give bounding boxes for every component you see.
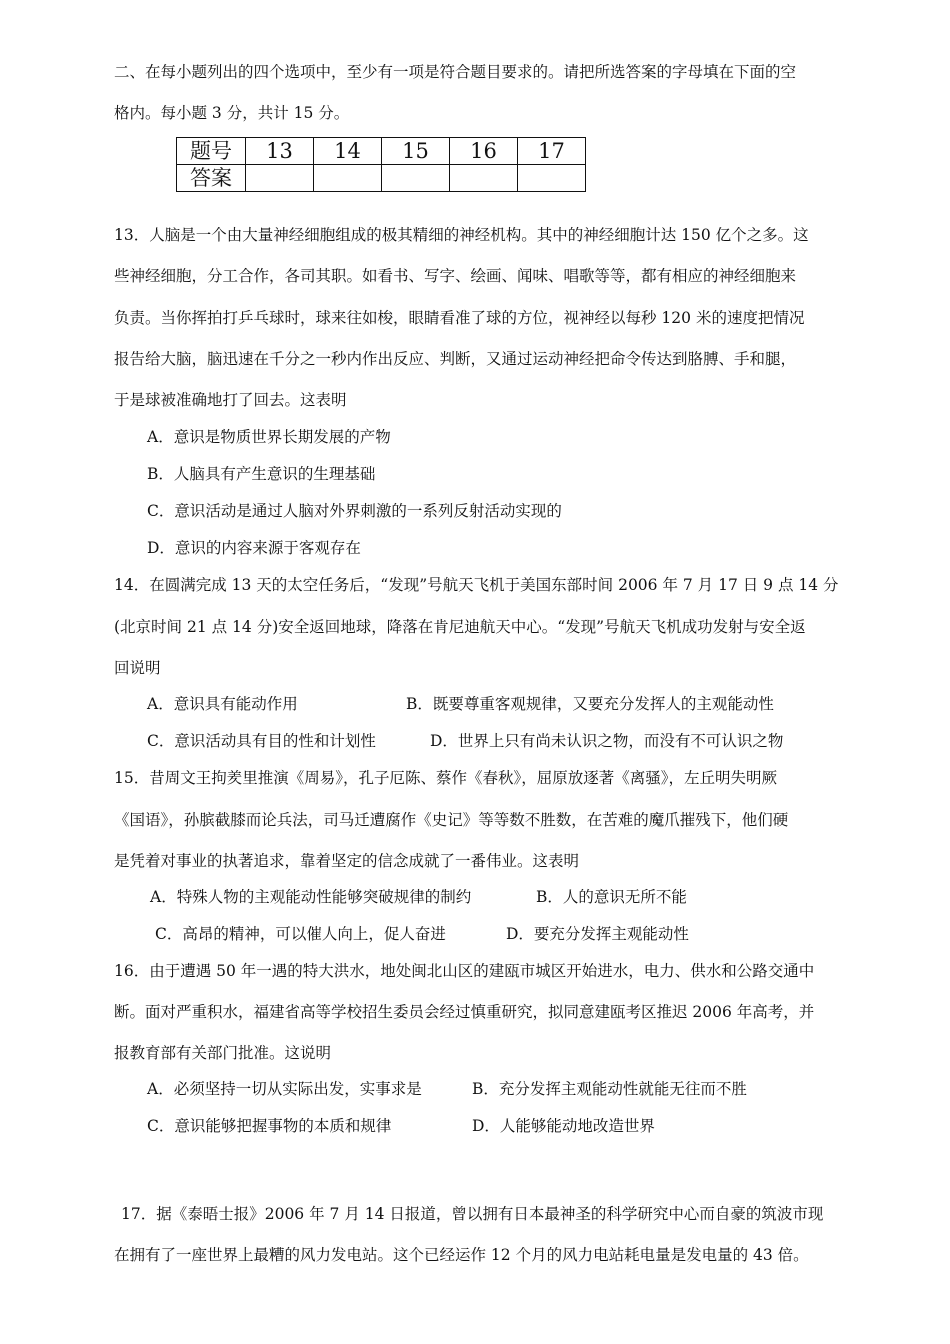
table-header-answer: 答案 xyxy=(177,165,246,192)
answer-cell[interactable] xyxy=(518,165,586,192)
q16-option-a: A．必须坚持一切从实际出发，实事求是 xyxy=(147,1080,422,1098)
answer-cell[interactable] xyxy=(382,165,450,192)
q15-stem-line: 15．昔周文王拘羑里推演《周易》，孔子厄陈、蔡作《春秋》，屈原放逐著《离骚》，左丘明失明厥 xyxy=(114,769,777,787)
answer-table xyxy=(176,137,586,192)
q13-stem-line: 些神经细胞，分工合作，各司其职。如看书、写字、绘画、闻味、唱歌等等，都有相应的神经细胞来 xyxy=(114,267,797,285)
q15-option-b: B．人的意识无所不能 xyxy=(536,888,687,906)
answer-cell[interactable] xyxy=(314,165,382,192)
q13-stem-line: 于是球被准确地打了回去。这表明 xyxy=(114,391,347,409)
q14-option-c: C．意识活动具有目的性和计划性 xyxy=(147,732,376,750)
q15-stem-line: 《国语》，孙膑截膝而论兵法，司马迁遭腐作《史记》等等数不胜数，在苦难的魔爪摧残下，他们硬 xyxy=(114,811,789,829)
table-row xyxy=(177,165,586,192)
q13-stem-line: 13．人脑是一个由大量神经细胞组成的极其精细的神经机构。其中的神经细胞计达 150 亿个之多。这 xyxy=(114,226,809,244)
answer-cell[interactable] xyxy=(450,165,518,192)
q13-option-d: D．意识的内容来源于客观存在 xyxy=(147,539,361,557)
q16-option-d: D．人能够能动地改造世界 xyxy=(472,1117,655,1135)
question-number-cell: 14 xyxy=(314,138,382,165)
question-number-cell: 15 xyxy=(382,138,450,165)
table-row xyxy=(177,138,586,165)
q14-stem-line: 回说明 xyxy=(114,659,161,677)
section-instruction-line-2: 格内。每小题 3 分，共计 15 分。 xyxy=(114,104,350,122)
table-header-question-number: 题号 xyxy=(177,138,246,165)
q15-option-c: C．高昂的精神，可以催人向上，促人奋进 xyxy=(155,925,446,943)
q13-stem-line: 报告给大脑，脑迅速在千分之一秒内作出反应、判断，又通过运动神经把命令传达到胳膊、手和腿， xyxy=(114,350,797,368)
q14-stem-line: (北京时间 21 点 14 分)安全返回地球，降落在肯尼迪航天中心。“发现”号航天飞机成功发射与安全返 xyxy=(114,618,806,636)
q17-stem-line: 在拥有了一座世界上最糟的风力发电站。这个已经运作 12 个月的风力电站耗电量是发电量的 43 倍。 xyxy=(114,1246,809,1264)
question-number-cell: 16 xyxy=(450,138,518,165)
q14-option-b: B．既要尊重客观规律，又要充分发挥人的主观能动性 xyxy=(406,695,774,713)
q16-option-c: C．意识能够把握事物的本质和规律 xyxy=(147,1117,392,1135)
q15-stem-line: 是凭着对事业的执著追求，靠着坚定的信念成就了一番伟业。这表明 xyxy=(114,852,580,870)
question-number-cell: 13 xyxy=(246,138,314,165)
q13-stem-line: 负责。当你挥拍打乒乓球时，球来往如梭，眼睛看准了球的方位，视神经以每秒 120 米的速度把情况 xyxy=(114,309,805,327)
q13-option-c: C．意识活动是通过人脑对外界刺激的一系列反射活动实现的 xyxy=(147,502,562,520)
q15-option-a: A．特殊人物的主观能动性能够突破规律的制约 xyxy=(150,888,472,906)
q15-option-d: D．要充分发挥主观能动性 xyxy=(506,925,689,943)
question-number-cell: 17 xyxy=(518,138,586,165)
q16-option-b: B．充分发挥主观能动性就能无往而不胜 xyxy=(472,1080,747,1098)
q17-stem-line: 17．据《泰晤士报》2006 年 7 月 14 日报道，曾以拥有日本最神圣的科学研究中心而自豪的筑波市现 xyxy=(121,1205,824,1223)
q13-option-a: A．意识是物质世界长期发展的产物 xyxy=(147,428,391,446)
section-instruction-line-1: 二、在每小题列出的四个选项中，至少有一项是符合题目要求的。请把所选答案的字母填在下面的空 xyxy=(114,63,797,81)
q14-option-d: D．世界上只有尚未认识之物，而没有不可认识之物 xyxy=(430,732,784,750)
q14-option-a: A．意识具有能动作用 xyxy=(147,695,298,713)
q13-option-b: B．人脑具有产生意识的生理基础 xyxy=(147,465,376,483)
answer-cell[interactable] xyxy=(246,165,314,192)
q16-stem-line: 断。面对严重积水，福建省高等学校招生委员会经过慎重研究，拟同意建瓯考区推迟 2006 年高考，并 xyxy=(114,1003,815,1021)
q16-stem-line: 16．由于遭遇 50 年一遇的特大洪水，地处闽北山区的建瓯市城区开始进水，电力、供水和公路交通中 xyxy=(114,962,815,980)
q14-stem-line: 14．在圆满完成 13 天的太空任务后，“发现”号航天飞机于美国东部时间 2006 年 7 月 17 日 9 点 14 分 xyxy=(114,576,839,594)
q16-stem-line: 报教育部有关部门批准。这说明 xyxy=(114,1044,332,1062)
